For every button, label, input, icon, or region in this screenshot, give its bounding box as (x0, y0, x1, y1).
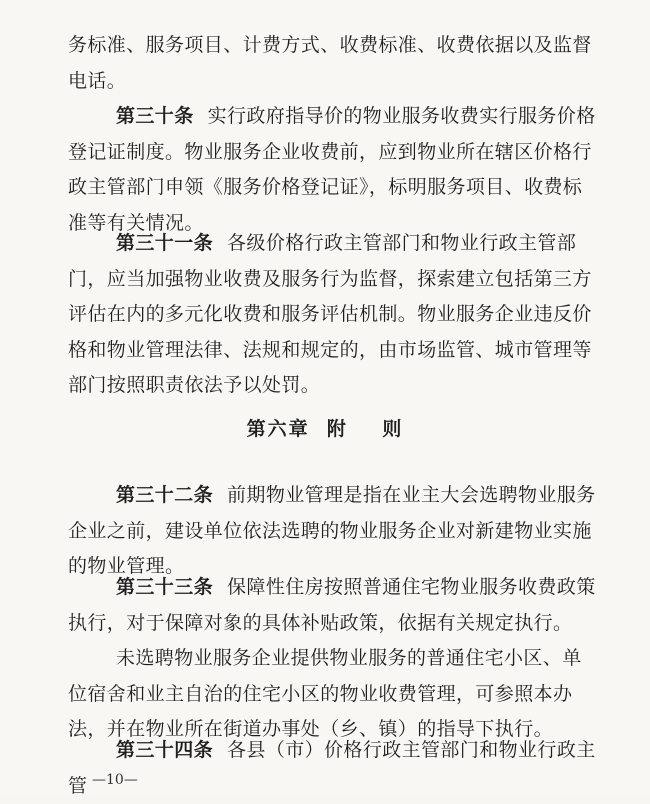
article-30-text: 实行政府指导价的物业服务收费实行服务价格登记证制度。物业服务企业收费前，应到物业所在辖区价格行政主管部门申领《服务价格登记证》，标明服务项目、收费标准等有关情况。 (68, 105, 596, 234)
article-30 (68, 99, 598, 241)
article-31-label: 第三十一条 (116, 232, 214, 254)
article-31-text: 各级价格行政主管部门和物业行政主管部门，应当加强物业收费及服务行为监督，探索建立包括第三方评估在内的多元化收费和服务评估机制。物业服务企业违反价格和物业管理法律、法规和规定的，由市场监管、城市管理等部门按照职责依法予以处罚。 (68, 232, 592, 396)
article-34 (68, 733, 598, 804)
article-31 (68, 226, 598, 404)
chapter-heading (0, 414, 650, 441)
article-33 (68, 570, 598, 641)
article-32-label: 第三十二条 (116, 484, 214, 506)
article-32 (68, 478, 598, 585)
chapter-number: 第六章 (246, 418, 310, 440)
article-32-text: 前期物业管理是指在业主大会选聘物业服务企业之前，建设单位依法选聘的物业服务企业对新建物业实施的物业管理。 (68, 484, 596, 577)
article-33-text: 保障性住房按照普通住宅物业服务收费政策执行，对于保障对象的具体补贴政策，依据有关规定执行。 (68, 576, 596, 634)
article-34-text: 各县（市）价格行政主管部门和物业行政主管 (68, 739, 596, 797)
chapter-title: 附 则 (326, 418, 404, 440)
article-33-paragraph-2-text: 未选聘物业服务企业提供物业服务的普通住宅小区、单位宿舍和业主自治的住宅小区的物业收费管理，可参照本办法，并在物业所在街道办事处（乡、镇）的指导下执行。 (68, 647, 582, 740)
article-34-label: 第三十四条 (116, 739, 214, 761)
continuation-text: 务标准、服务项目、计费方式、收费标准、收费依据以及监督电话。 (68, 34, 592, 92)
article-30-label: 第三十条 (116, 105, 194, 127)
article-33-label: 第三十三条 (116, 576, 214, 598)
article-33-paragraph-2 (68, 641, 598, 748)
continuation-paragraph (68, 28, 598, 99)
page-number: —10— (92, 772, 138, 788)
